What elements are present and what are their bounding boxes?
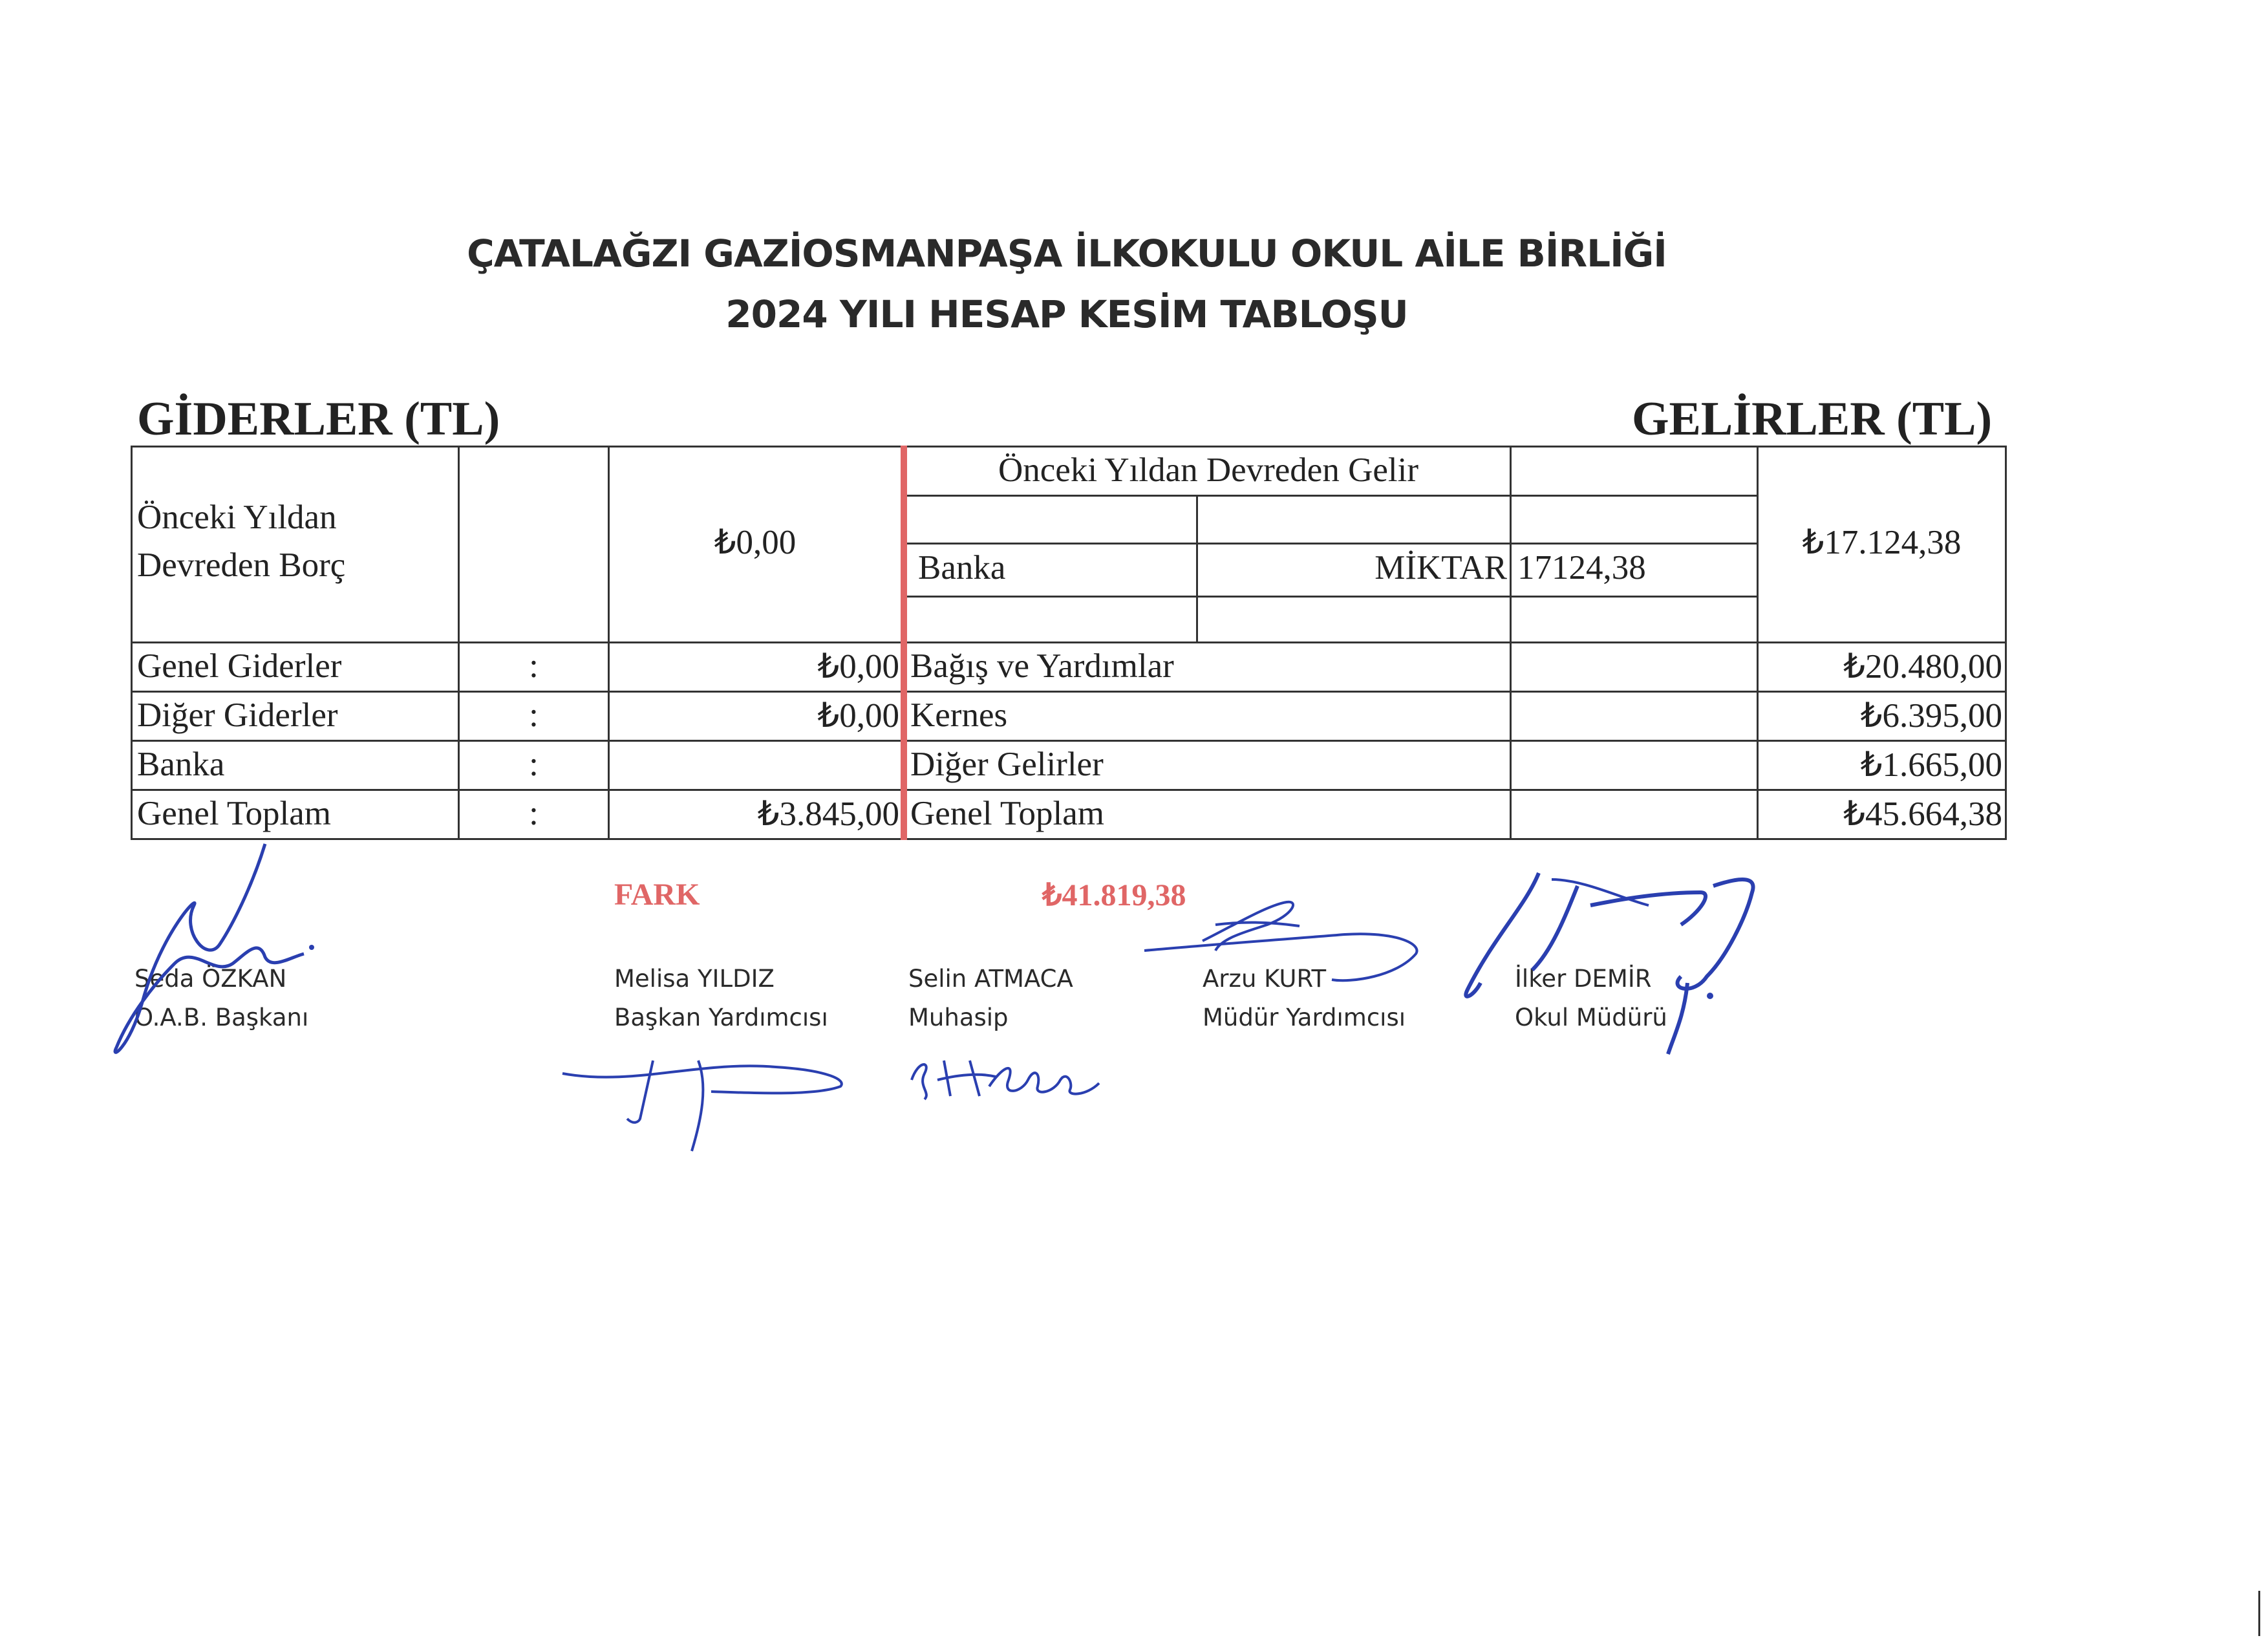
signatory-name: Selin ATMACA bbox=[908, 965, 1073, 993]
scan-edge-mark bbox=[2258, 1591, 2260, 1636]
gider-row-label: Diğer Giderler bbox=[137, 696, 338, 734]
signature-arzu-kurt bbox=[1138, 886, 1435, 989]
fark-label: FARK bbox=[614, 878, 700, 912]
gider-row-value: ₺0,00 bbox=[817, 697, 899, 735]
signatory-name: Seda ÖZKAN bbox=[134, 965, 287, 993]
fark-value: ₺41.819,38 bbox=[1042, 878, 1186, 912]
onceki-gelir-label: Önceki Yıldan Devreden Gelir bbox=[998, 451, 1418, 489]
gider-row-label: Banka bbox=[137, 746, 225, 783]
signatory-title: Başkan Yardımcısı bbox=[614, 1004, 828, 1031]
gelirler-heading: GELİRLER (TL) bbox=[1632, 393, 1993, 446]
gider-row-sep: : bbox=[529, 746, 539, 783]
gelir-row-value: ₺1.665,00 bbox=[1860, 746, 2002, 784]
signature-ilker-demir bbox=[1455, 867, 1778, 1061]
gider-total-value: ₺3.845,00 bbox=[757, 795, 899, 833]
signatory-block bbox=[614, 960, 828, 1037]
gider-total-label: Genel Toplam bbox=[137, 795, 331, 832]
gider-row-label: Genel Giderler bbox=[137, 647, 342, 685]
onceki-gelir-total: ₺17.124,38 bbox=[1802, 524, 1962, 561]
signature-melisa-yildiz bbox=[556, 1035, 853, 1164]
onceki-borc-label-2: Devreden Borç bbox=[137, 546, 346, 584]
gelir-row-label: Diğer Gelirler bbox=[910, 746, 1104, 783]
signature-seda-ozkan bbox=[103, 834, 336, 1067]
signatory-title: Muhasip bbox=[908, 1004, 1009, 1031]
onceki-borc-label-1: Önceki Yıldan bbox=[137, 499, 337, 536]
gelir-row-label: Bağış ve Yardımlar bbox=[910, 647, 1174, 685]
table-divider bbox=[901, 446, 907, 840]
signatory-title: O.A.B. Başkanı bbox=[134, 1004, 309, 1031]
signatory-name: Melisa YILDIZ bbox=[614, 965, 775, 993]
miktar-value: 17124,38 bbox=[1517, 549, 1646, 587]
signatory-title: Müdür Yardımcısı bbox=[1203, 1004, 1406, 1031]
gider-row-sep: : bbox=[529, 696, 539, 734]
gelir-row-label: Kernes bbox=[910, 696, 1008, 734]
document-subtitle: 2024 YILI HESAP KESİM TABLOŞU bbox=[725, 292, 1408, 336]
signatory-name: Arzu KURT bbox=[1203, 965, 1327, 993]
signature-selin-atmaca bbox=[905, 1035, 1125, 1112]
gider-row-sep: : bbox=[529, 795, 539, 832]
banka-label: Banka bbox=[918, 549, 1006, 587]
onceki-borc-value: ₺0,00 bbox=[714, 524, 797, 561]
giderler-heading: GİDERLER (TL) bbox=[137, 393, 500, 446]
signatory-title: Okul Müdürü bbox=[1515, 1004, 1667, 1031]
gelir-row-value: ₺20.480,00 bbox=[1843, 648, 2002, 685]
gider-row-sep: : bbox=[529, 647, 539, 685]
miktar-label: MİKTAR bbox=[1375, 549, 1507, 587]
gelir-total-value: ₺45.664,38 bbox=[1843, 795, 2002, 833]
gelir-row-value: ₺6.395,00 bbox=[1860, 697, 2002, 735]
signatory-name: İlker DEMİR bbox=[1515, 965, 1652, 993]
signatory-block bbox=[908, 960, 1073, 1037]
gider-row-value: ₺0,00 bbox=[817, 648, 899, 685]
document-title: ÇATALAĞZI GAZİOSMANPAŞA İLKOKULU OKUL AİLE BİRLİĞİ bbox=[467, 232, 1667, 275]
gelir-total-label: Genel Toplam bbox=[910, 795, 1104, 832]
